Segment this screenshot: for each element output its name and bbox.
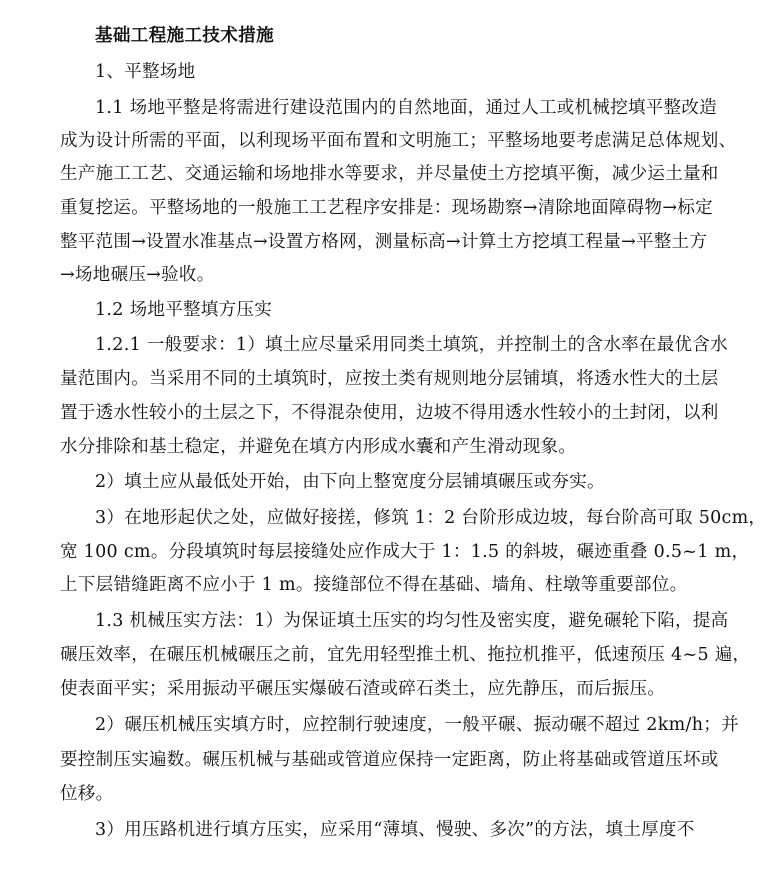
paragraph-line: 要控制压实遍数。碾压机械与基础或管道应保持一定距离，防止将基础或管道压坏或 [60,750,719,770]
paragraph-line: 置于透水性较小的土层之下，不得混杂使用，边坡不得用透水性较小的土封闭，以利 [60,403,719,423]
paragraph-line: 1.3 机械压实方法：1）为保证填土压实的均匀性及密实度，避免碾轮下陷，提高 [95,611,729,631]
section-heading: 1、平整场地 [95,62,196,82]
paragraph-line: 3）在地形起伏之处，应做好接搓，修筑 1：2 台阶形成边坡，每台阶高可取 50cm， [95,508,767,528]
paragraph-line: 生产施工工艺、交通运输和场地排水等要求，并尽量使土方挖填平衡，减少运土量和 [60,164,719,184]
paragraph-line: 整平范围→设置水准基点→设置方格网，测量标高→计算土方挖填工程量→平整土方 [60,232,708,252]
paragraph-line: 碾压效率，在碾压机械碾压之前，宜先用轻型推土机、拖拉机推平，低速预压 4~5 遍， [60,645,751,665]
paragraph-line: 宽 100 cm。分段填筑时每层接缝处应作成大于 1：1.5 的斜坡，碾迹重叠 0.5~1 m， [60,542,750,562]
document-title: 基础工程施工技术措施 [95,26,274,46]
paragraph-line: 上下层错缝距离不应小于 1 m。接缝部位不得在基础、墙角、柱墩等重要部位。 [60,575,688,595]
paragraph-line: 成为设计所需的平面，以利现场平面布置和文明施工；平整场地要考虑满足总体规划、 [60,131,737,151]
paragraph-line: 3）用压路机进行填方压实，应采用“薄填、慢驶、多次”的方法，填土厚度不 [95,820,695,840]
paragraph-line: 2）碾压机械压实填方时，应控制行驶速度，一般平碾、振动碾不超过 2km/h；并 [95,715,739,735]
paragraph-line: →场地碾压→验收。 [60,265,215,285]
paragraph-line: 2）填土应从最低处开始，由下向上整宽度分层铺填碾压或夯实。 [95,472,605,492]
section-heading: 1.2 场地平整填方压实 [95,300,272,320]
paragraph-line: 重复挖运。平整场地的一般施工工艺程序安排是：现场勘察→清除地面障碍物→标定 [60,198,713,218]
paragraph-line: 水分排除和基土稳定，并避免在填方内形成水囊和产生滑动现象。 [60,437,577,457]
paragraph-line: 1.2.1 一般要求：1）填土应尽量采用同类土填筑，并控制土的含水率在最优含水 [95,335,728,355]
paragraph-line: 位移。 [60,784,114,804]
paragraph-line: 1.1 场地平整是将需进行建设范围内的自然地面，通过人工或机械挖填平整改造 [95,98,717,118]
paragraph-line: 量范围内。当采用不同的土填筑时，应按土类有规则地分层铺填，将透水性大的土层 [60,369,719,389]
paragraph-line: 使表面平实；采用振动平碾压实爆破石渣或碎石类土，应先静压，而后振压。 [60,679,666,699]
